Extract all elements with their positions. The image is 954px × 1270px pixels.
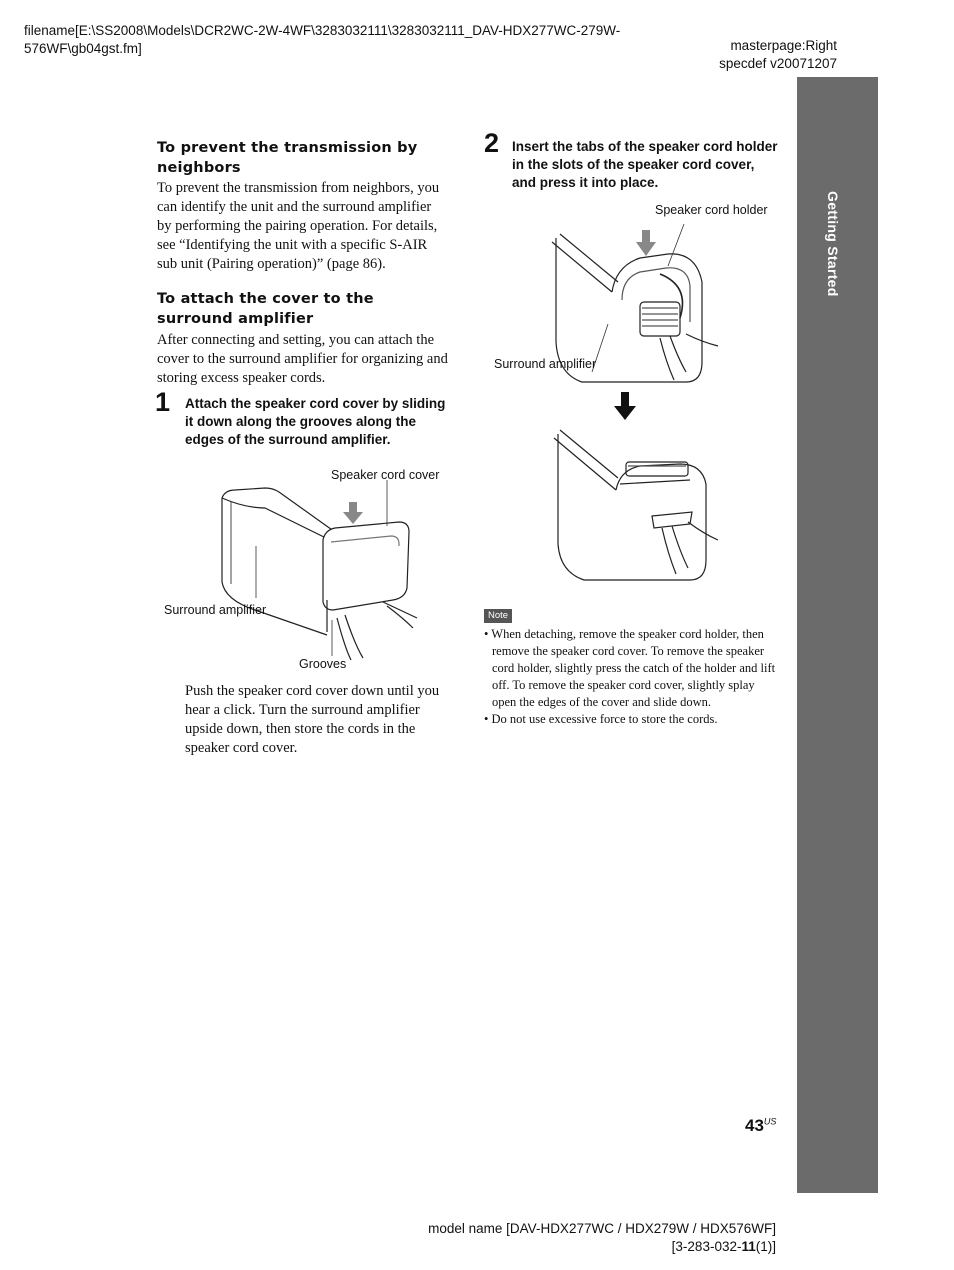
step1-after-text: Push the speaker cord cover down until you hear a click. Turn the surround amplifier upside down, then store the cords in the speaker cord cover. bbox=[185, 683, 440, 756]
step1-illustration bbox=[155, 460, 455, 680]
note-badge: Note bbox=[484, 609, 512, 623]
step2-number: 2 bbox=[484, 128, 500, 158]
step1-text: Attach the speaker cord cover by sliding it down along the grooves along the edges of the surround amplifier. bbox=[185, 396, 446, 447]
section-title-cover: To attach the cover to the surround amplifier bbox=[157, 291, 374, 327]
note-item-detach: • When detaching, remove the speaker cord holder, then remove the speaker cord cover. To remove the speaker cord holder, slightly press the catch of the holder and lift off. To remove the speaker cord cover, slightly splay open the edges of the cover and slide down. bbox=[484, 627, 776, 709]
footer bbox=[380, 1220, 776, 1256]
note-list bbox=[484, 626, 776, 728]
label-surround-amplifier-2: Surround amplifier bbox=[494, 357, 597, 371]
footer-model-name: model name [DAV-HDX277WC / HDX279W / HDX576WF] bbox=[428, 1221, 776, 1236]
note-item-force: • Do not use excessive force to store the cords. bbox=[484, 712, 718, 726]
side-tab-label: Getting Started bbox=[825, 191, 841, 297]
label-surround-amplifier-1: Surround amplifier bbox=[164, 603, 267, 617]
section-body-cover: After connecting and setting, you can attach the cover to the surround amplifier for organizing and storing excess speaker cords. bbox=[157, 332, 448, 386]
side-tab bbox=[797, 77, 878, 1193]
label-speaker-cord-holder: Speaker cord holder bbox=[655, 203, 768, 217]
masterpage-text: masterpage:Right bbox=[730, 38, 837, 53]
section-title-neighbors: To prevent the transmission by neighbors bbox=[157, 140, 418, 176]
footer-code: [3-283-032-11(1)] bbox=[671, 1239, 776, 1254]
page-number: $43^{US}$ bbox=[745, 1116, 777, 1135]
header-masterpage bbox=[700, 37, 837, 73]
specdef-text: specdef v20071207 bbox=[719, 56, 837, 71]
header-filename: filename[E:\SS2008\Models\DCR2WC-2W-4WF\3283032111\3283032111_DAV-HDX277WC-279W-576WF\gb04gst.fm] bbox=[24, 23, 621, 56]
step2-illustration-bottom bbox=[540, 424, 730, 594]
section-body-neighbors: To prevent the transmission from neighbors, you can identify the unit and the surround amplifier by performing the pairing operation. For details, see “Identifying the unit with a specific S-AIR sub unit (Pairing operation)” (page 86). bbox=[157, 180, 440, 272]
down-arrow-icon bbox=[614, 392, 636, 420]
step1-number: 1 bbox=[155, 387, 171, 417]
label-grooves: Grooves bbox=[299, 657, 347, 671]
step2-text: Insert the tabs of the speaker cord holder in the slots of the speaker cord cover, and press it into place. bbox=[512, 139, 778, 190]
label-speaker-cord-cover: Speaker cord cover bbox=[331, 468, 440, 482]
